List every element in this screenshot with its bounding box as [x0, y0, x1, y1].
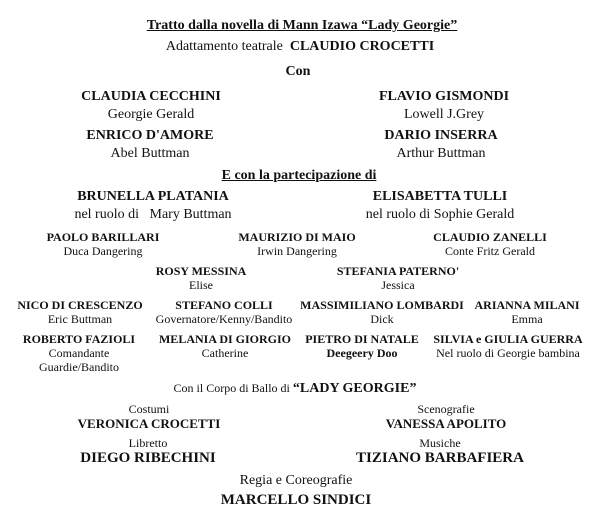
cast-name: ROSY MESSINA — [155, 264, 247, 278]
cast-role: Eric Buttman — [47, 312, 113, 326]
guest-name: BRUNELLA PLATANIA — [77, 189, 229, 204]
credit-label: Costumi — [128, 402, 170, 416]
lead-name: FLAVIO GISMONDI — [378, 89, 510, 104]
credit-label: Musiche — [419, 436, 461, 450]
cast-role: Elise — [189, 278, 213, 292]
direction-name: MARCELLO SINDICI — [220, 492, 372, 508]
cast-role: Catherine — [201, 346, 249, 360]
credit-name: VERONICA CROCETTI — [77, 416, 221, 431]
participation-heading: E con la partecipazione di — [221, 168, 377, 183]
cast-role: Guardie/Bandito — [39, 360, 119, 374]
ballet-label: Con il Corpo di Ballo di — [173, 381, 290, 395]
guest-name: ELISABETTA TULLI — [372, 189, 508, 204]
cast-role: Emma — [511, 312, 543, 326]
lead-role: Abel Buttman — [110, 146, 190, 161]
cast-name: SILVIA e GIULIA GUERRA — [433, 332, 583, 346]
ballet-name: “LADY GEORGIE” — [292, 381, 417, 396]
guest-role: nel ruolo di Mary Buttman — [74, 207, 232, 222]
cast-name: MASSIMILIANO LOMBARDI — [300, 298, 464, 312]
lead-role: Lowell J.Grey — [403, 107, 485, 122]
cast-name: ARIANNA MILANI — [474, 298, 580, 312]
cast-name: MELANIA DI GIORGIO — [158, 332, 292, 346]
cast-role: Dick — [370, 312, 394, 326]
direction-label: Regia e Coreografie — [239, 473, 353, 488]
source-credit: Tratto dalla novella di Mann Izawa “Lady Georgie” — [146, 18, 458, 33]
adaptation-label: Adattamento teatrale — [165, 39, 283, 54]
cast-role: Nel ruolo di Georgie bambina — [436, 346, 580, 360]
credit-label: Libretto — [128, 436, 168, 450]
cast-role: Comandante — [48, 346, 110, 360]
cast-role: Jessica — [381, 278, 415, 292]
cast-name: ROBERTO FAZIOLI — [22, 332, 136, 346]
credit-name: DIEGO RIBECHINI — [80, 450, 216, 466]
ballet-line — [174, 382, 417, 396]
credit-label: Scenografie — [417, 402, 475, 416]
cast-name: STEFANO COLLI — [175, 298, 273, 312]
cast-role: Governatore/Kenny/Bandito — [155, 312, 293, 326]
lead-role: Georgie Gerald — [107, 107, 195, 122]
lead-role: Arthur Buttman — [396, 146, 486, 161]
cast-name: PAOLO BARILLARI — [46, 230, 160, 244]
cast-name: PIETRO DI NATALE — [305, 332, 419, 346]
cast-role: Conte Fritz Gerald — [445, 244, 535, 258]
credit-name: TIZIANO BARBAFIERA — [356, 450, 524, 466]
adaptation-name: CLAUDIO CROCETTI — [289, 39, 435, 54]
cast-name: STEFANIA PATERNO' — [336, 264, 460, 278]
lead-name: DARIO INSERRA — [384, 128, 498, 143]
lead-name: CLAUDIA CECCHINI — [81, 89, 221, 104]
cast-name: NICO DI CRESCENZO — [17, 298, 143, 312]
lead-name: ENRICO D'AMORE — [86, 128, 214, 143]
con-heading: Con — [285, 64, 311, 79]
cast-role: Irwin Dangering — [257, 244, 337, 258]
cast-role: Deegeery Doo — [326, 346, 398, 360]
adaptation-line — [166, 40, 434, 54]
credit-name: VANESSA APOLITO — [385, 416, 507, 431]
cast-name: MAURIZIO DI MAIO — [238, 230, 356, 244]
guest-role: nel ruolo di Sophie Gerald — [365, 207, 515, 222]
cast-name: CLAUDIO ZANELLI — [433, 230, 547, 244]
cast-role: Duca Dangering — [63, 244, 143, 258]
